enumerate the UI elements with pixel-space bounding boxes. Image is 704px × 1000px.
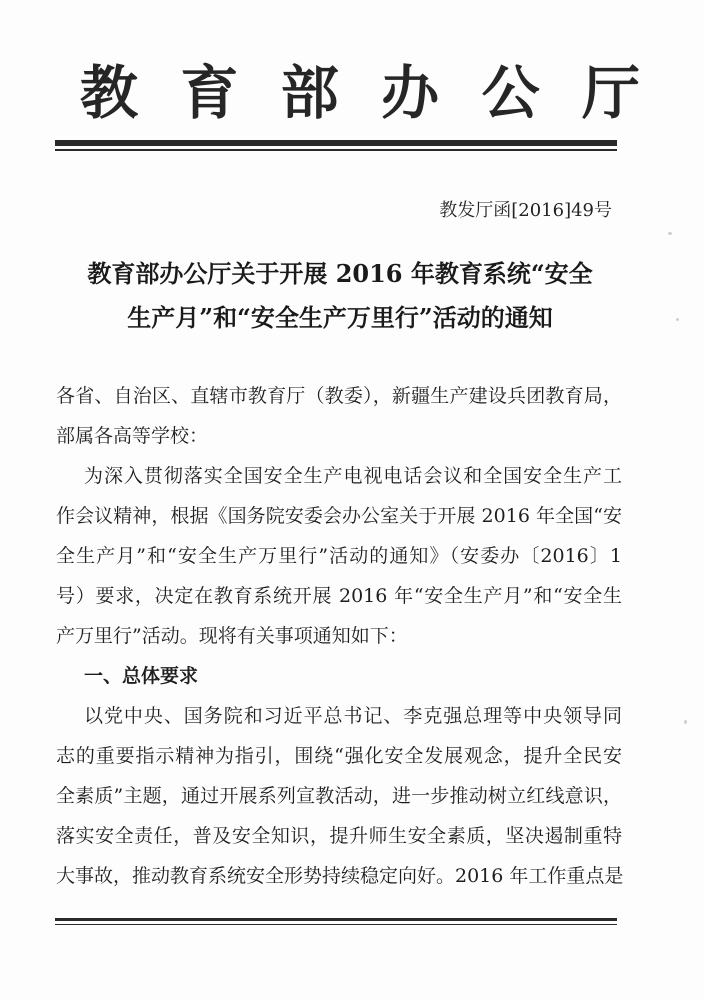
- title-line-2: 生产月”和“安全生产万里行”活动的通知: [127, 303, 553, 332]
- paragraph-text: 志的重要指示精神为指引，围绕“强化安全发展观念，提升全民安: [56, 745, 622, 767]
- paragraph-line: [56, 576, 622, 616]
- paragraph-line: [56, 536, 622, 576]
- scan-speckle: [668, 232, 672, 235]
- document-title: [60, 252, 620, 340]
- paragraph-text: 以党中央、国务院和习近平总书记、李克强总理等中央领导同: [84, 705, 622, 727]
- paragraph-line: [56, 616, 622, 656]
- scan-speckle: [684, 720, 687, 724]
- paragraph-line: [56, 816, 622, 856]
- scan-speckle: [676, 318, 679, 321]
- paragraph-text: 大事故，推动教育系统安全形势持续稳定向好。2016 年工作重点是: [56, 865, 624, 887]
- issuing-office-header: [80, 48, 640, 128]
- paragraph-line: [56, 776, 622, 816]
- paragraph-line: [56, 496, 622, 536]
- paragraph-text: 号）要求，决定在教育系统开展 2016 年“安全生产月”和“安全生: [56, 585, 622, 607]
- footer-divider-thick: [55, 918, 617, 921]
- paragraph-text: 作会议精神，根据《国务院安委会办公室关于开展 2016 年全国“安: [56, 505, 622, 527]
- title-line-1: 教育部办公厅关于开展 2016 年教育系统“安全: [87, 259, 593, 288]
- paragraph-text: 全素质”主题，通过开展系列宣教活动，进一步推动树立红线意识，: [56, 785, 622, 807]
- header-divider-thick: [55, 140, 617, 146]
- paragraph-line: [56, 736, 622, 776]
- addressee-text: 各省、自治区、直辖市教育厅（教委），新疆生产建设兵团教育局，: [56, 385, 622, 407]
- paragraph-line: [56, 696, 622, 736]
- paragraph-line: [56, 856, 622, 896]
- header-char: 厅: [581, 59, 640, 127]
- document-body: [56, 376, 622, 896]
- paragraph-text: 为深入贯彻落实全国安全生产电视电话会议和全国安全生产工: [84, 465, 622, 487]
- paragraph-text: 产万里行”活动。现将有关事项通知如下：: [56, 625, 408, 647]
- header-char: 公: [481, 59, 540, 127]
- document-number: 教发厅函[2016]49号: [439, 200, 612, 221]
- header-char: 育: [180, 59, 239, 127]
- paragraph-line: [56, 456, 622, 496]
- header-char: 教: [80, 59, 139, 127]
- header-char: 部: [280, 59, 339, 127]
- paragraph-text: 全生产月”和“安全生产万里行”活动的通知》（安委办〔2016〕1: [56, 545, 622, 567]
- addressee-line: [56, 416, 622, 456]
- footer-divider-thin: [55, 924, 617, 925]
- addressee-text: 部属各高等学校：: [56, 425, 209, 447]
- addressee-line: [56, 376, 622, 416]
- header-char: 办: [381, 59, 440, 127]
- section-heading: 一、总体要求: [84, 665, 199, 687]
- paragraph-text: 落实安全责任，普及安全知识，提升师生安全素质，坚决遏制重特: [56, 825, 622, 847]
- header-divider-thin: [55, 149, 617, 151]
